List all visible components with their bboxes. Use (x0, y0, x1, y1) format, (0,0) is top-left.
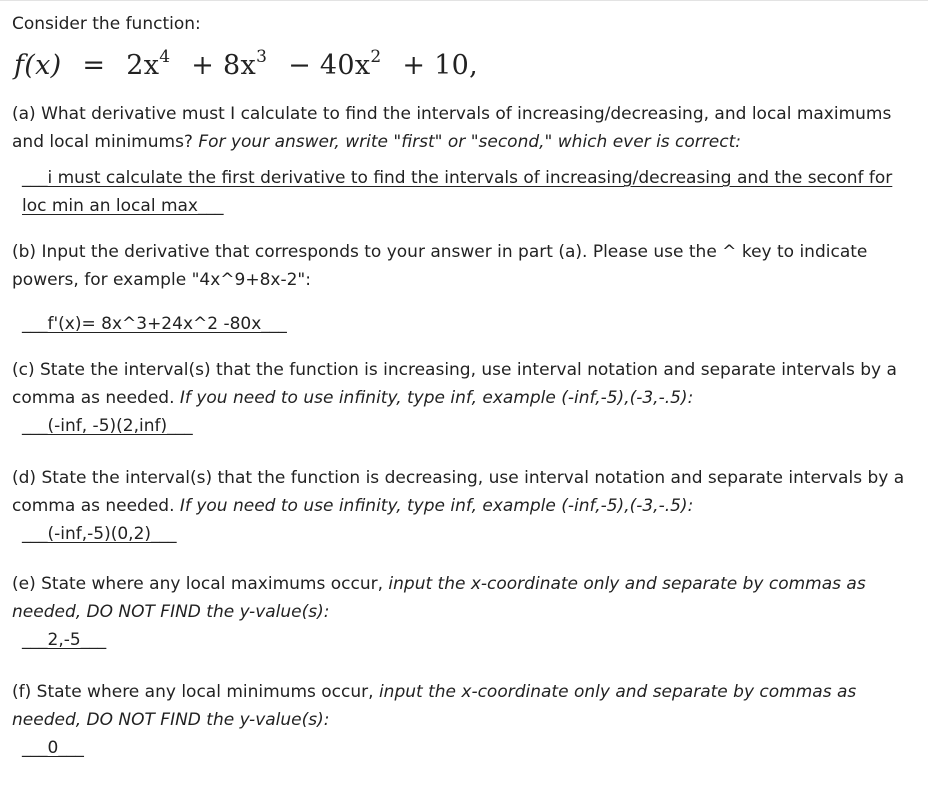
part-c-instruction: If you need to use infinity, type inf, example (-inf,-5),(-3,-.5): (179, 388, 694, 408)
part-d-answer-block (12, 520, 922, 548)
part-f-question-text: (f) State where any local minimums occur, (12, 682, 374, 702)
formula-term: + 10, (402, 50, 479, 81)
part-e (12, 570, 922, 654)
part-a-instruction: For your answer, write "first" or "second," which ever is correct: (198, 132, 741, 152)
function-formula (14, 46, 922, 86)
part-e-question (12, 570, 922, 626)
part-d-answer[interactable]: ___(-inf,-5)(0,2)___ (22, 524, 177, 544)
part-e-answer-block (12, 626, 922, 654)
part-e-question-text: (e) State where any local maximums occur, (12, 574, 383, 594)
part-f (12, 678, 922, 762)
intro-text: Consider the function: (12, 14, 201, 34)
worksheet (12, 10, 922, 762)
formula-term: − 40x (288, 50, 371, 81)
part-a-answer[interactable]: ___i must calculate the first derivative to find the intervals of increasing/decreasing and the seconf for loc min an local max___ (22, 168, 893, 216)
part-c-answer[interactable]: ___(-inf, -5)(2,inf)___ (22, 416, 193, 436)
formula-exponent: 3 (256, 47, 268, 67)
part-e-answer[interactable]: ___2,-5___ (22, 630, 107, 650)
top-divider (0, 0, 928, 1)
part-d-question-text: (d) State the interval(s) that the function is decreasing, use interval notation and separate intervals by a comma as needed. (12, 468, 905, 516)
part-c-answer-block (12, 412, 922, 440)
formula-term: 2x (126, 50, 160, 81)
formula-equals: = (82, 50, 106, 81)
part-e-instruction: input the x-coordinate only and separate by commas as needed, DO NOT FIND the y-value(s): (12, 574, 866, 622)
part-a (12, 100, 922, 220)
formula-exponent: 2 (370, 47, 382, 67)
part-d-instruction: If you need to use infinity, type inf, example (-inf,-5),(-3,-.5): (179, 496, 694, 516)
part-b-answer[interactable]: ___f'(x)= 8x^3+24x^2 -80x___ (22, 314, 287, 334)
part-d (12, 464, 922, 548)
formula-term: + 8x (191, 50, 257, 81)
part-c-question-text: (c) State the interval(s) that the function is increasing, use interval notation and separate intervals by a comma as needed. (12, 360, 897, 408)
part-b (12, 238, 922, 338)
part-a-question (12, 100, 922, 156)
part-b-answer-block (12, 310, 922, 338)
part-c (12, 356, 922, 440)
part-f-instruction: input the x-coordinate only and separate by commas as needed, DO NOT FIND the y-value(s): (12, 682, 857, 730)
part-b-question: (b) Input the derivative that corresponds to your answer in part (a). Please use the ^ key to indicate powers, for example "4x^9+8x-2": (12, 242, 868, 290)
formula-exponent: 4 (159, 47, 171, 67)
part-f-answer[interactable]: ___0___ (22, 738, 84, 758)
part-a-answer-block (12, 164, 922, 220)
part-d-question (12, 464, 922, 520)
part-f-answer-block (12, 734, 922, 762)
part-f-question (12, 678, 922, 734)
part-c-question (12, 356, 922, 412)
formula-lhs: f(x) (14, 50, 62, 81)
part-a-question-text: (a) What derivative must I calculate to find the intervals of increasing/decreasing, and local maximums and local minimums? (12, 104, 892, 152)
